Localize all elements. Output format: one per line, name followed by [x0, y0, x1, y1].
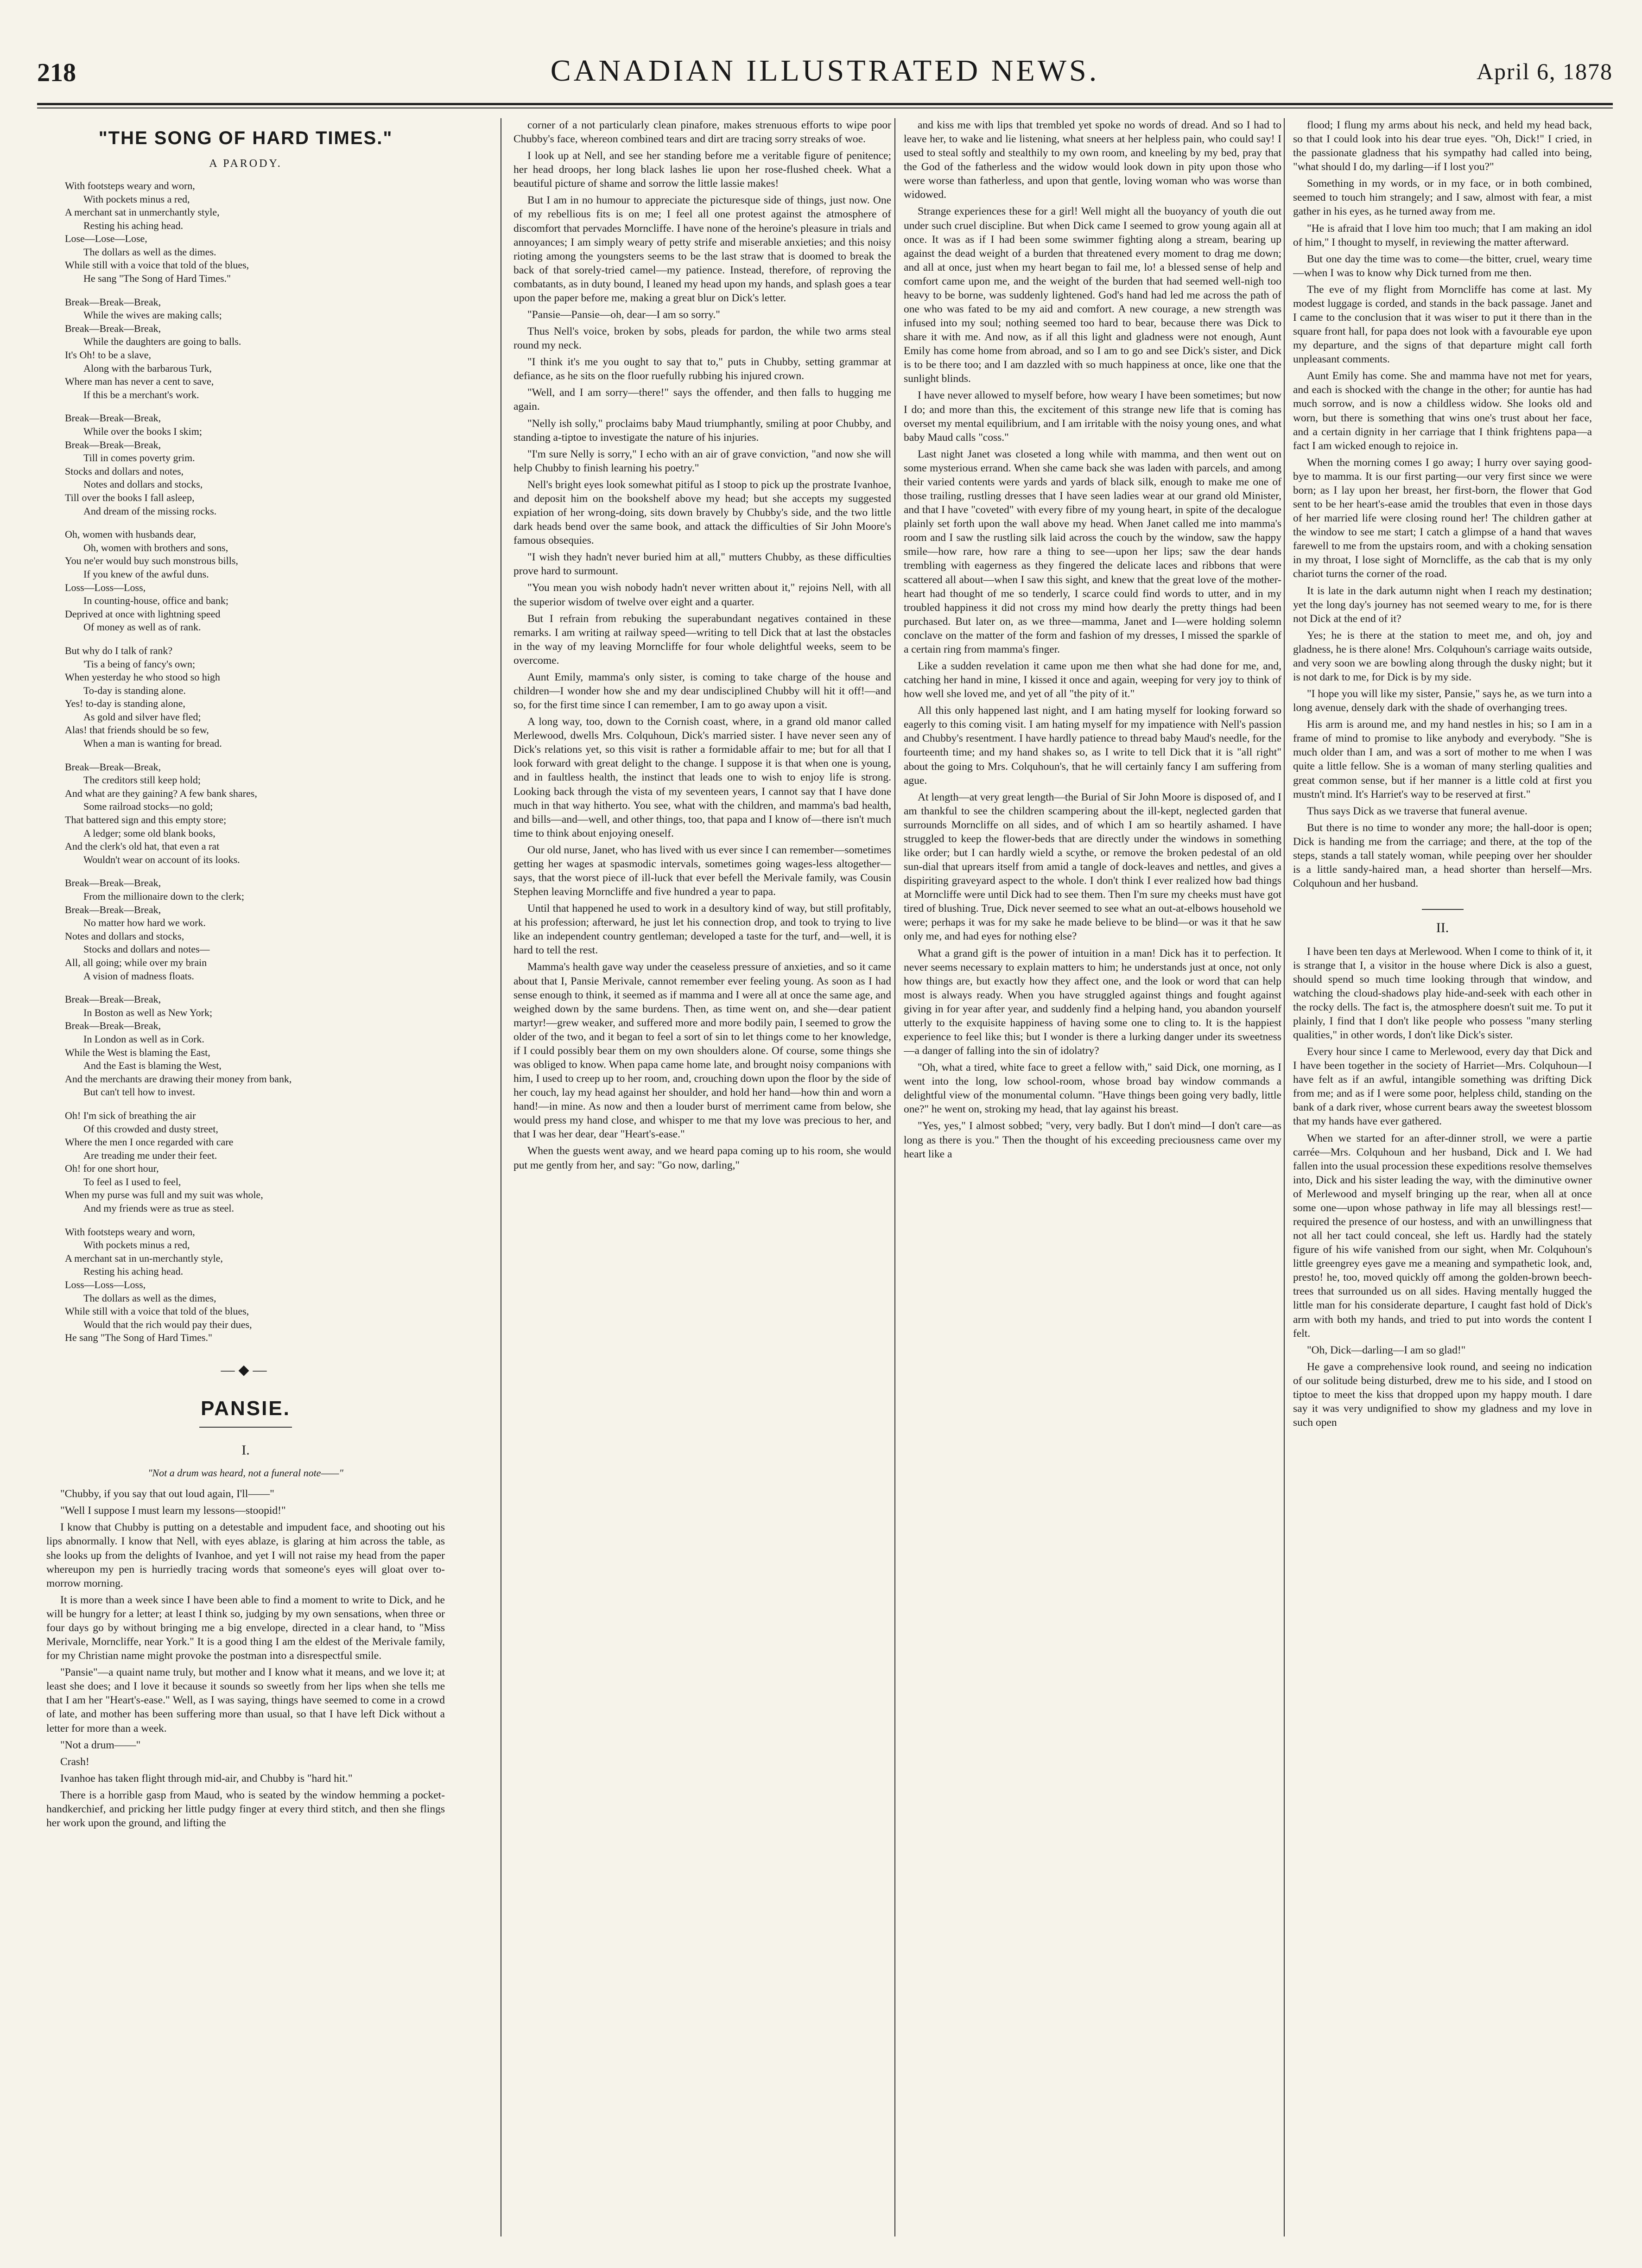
poem-stanza	[65, 296, 445, 402]
poem-line: In London as well as in Cork.	[83, 1033, 204, 1045]
paragraph: A long way, too, down to the Cornish coast, where, in a grand old manor called Merlewood, dwells Mrs. Colquhoun, Dick's married sister. I have never seen any of Dick's relations yet, so this visit is rather a formidable affair to me; but for all that I look forward with great delight to the change. I suppose it is that when one is young, and in faultless health, the instinct that leads one to wish to enjoy life is strong. Looking back through the vista of my seventeen years, I cannot say that I have done much in that way hitherto. You see, what with the children, and mamma's bad health, and bills—and—well, and other things, too, that papa and I know of—there isn't much time to think about enjoying oneself.	[514, 716, 891, 839]
paragraph: Nell's bright eyes look somewhat pitiful as I stoop to pick up the prostrate Ivanhoe, and deposit him on the bookshelf above my head; but she accepts my suggested expiation of her wrong-doing, sits down bravely by Chubby's side, and the two little dark heads bend over the same book, and attack the difficulties of Sir John Moore's famous obsequies.	[514, 478, 891, 547]
poem-line: Some railroad stocks—no gold;	[83, 800, 213, 813]
poem-line: In counting-house, office and bank;	[83, 595, 229, 607]
poem-line: Break—Break—Break,	[65, 438, 161, 451]
poem-line: With pockets minus a red,	[83, 193, 190, 205]
story-text	[904, 118, 1281, 1161]
column-2	[514, 118, 891, 2232]
paragraph: Thus Nell's voice, broken by sobs, pleads for pardon, the while two arms steal round my neck.	[514, 325, 891, 352]
poem-line: Break—Break—Break,	[65, 993, 161, 1005]
poem-line: Resting his aching head.	[83, 1265, 184, 1277]
poem-line: With footsteps weary and worn,	[65, 1226, 195, 1238]
section-rule	[1422, 909, 1464, 910]
poem-line: The dollars as well as the dimes.	[83, 246, 216, 258]
paragraph: "Well I suppose I must learn my lessons—stoopid!"	[60, 1505, 286, 1517]
poem-line: In Boston as well as New York;	[83, 1006, 213, 1018]
paragraph: But I am in no humour to appreciate the picturesque side of things, just now. One of my rebellious fits is on me; I feel all one protest against the atmosphere of discomfort that pervades Morncliffe. I have none of the heroine's pleasure in trials and annoyances; I am simply weary of petty strife and miserable anxieties; and this noisy rioting among the youngsters seems to be the last straw that is doomed to break the back of that sorely-tried camel—my patience. Instead, therefore, of reproving the combatants, as in duty bound, I leaned my head upon my hands, and splash goes a tear upon the paper before me, making a great blur on Dick's letter.	[514, 194, 891, 304]
poem-line: Notes and dollars and stocks,	[83, 478, 203, 490]
poem-line: Break—Break—Break,	[65, 761, 161, 773]
paragraph: Something in my words, or in my face, or in both combined, seemed to touch him strangely; and I saw, almost with fear, a mist gather in his eyes, as he turned away from me.	[1293, 178, 1592, 218]
paragraph: It is late in the dark autumn night when I reach my destination; yet the long day's journey has not seemed weary to me, for is there not Dick at the end of it?	[1293, 584, 1592, 625]
poem-line: As gold and silver have fled;	[83, 711, 201, 723]
paragraph: "Pansie—Pansie—oh, dear—I am so sorry."	[527, 309, 720, 321]
poem-body	[46, 179, 445, 1345]
poem-line: Notes and dollars and stocks,	[65, 930, 184, 942]
poem-line: A vision of madness floats.	[83, 970, 194, 982]
poem-line: Break—Break—Break,	[65, 903, 161, 915]
poem-line: And the clerk's old hat, that even a rat	[65, 840, 220, 852]
column-3	[904, 118, 1281, 2232]
poem-line: You ne'er would buy such monstrous bills,	[65, 555, 238, 567]
poem-line: If you knew of the awful duns.	[83, 568, 209, 580]
column-4	[1293, 118, 1592, 2232]
paragraph: "I'm sure Nelly is sorry," I echo with an air of grave conviction, "and now she will help Chubby to finish learning his poetry."	[514, 448, 891, 474]
poem-line: Break—Break—Break,	[65, 322, 161, 334]
poem-stanza	[65, 179, 445, 286]
issue-date: April 6, 1878	[1476, 58, 1613, 84]
column-1	[46, 118, 445, 2232]
poem-stanza	[65, 528, 445, 634]
poem-line: Are treading me under their feet.	[83, 1149, 217, 1161]
poem-line: Till over the books I fall asleep,	[65, 491, 195, 503]
paragraph: But one day the time was to come—the bitter, cruel, weary time—when I was to know why Dick turned from me then.	[1293, 253, 1592, 279]
poem-line: When my purse was full and my suit was whole,	[65, 1189, 263, 1201]
poem-line: Along with the barbarous Turk,	[83, 362, 212, 374]
poem-line: Yes! to-day is standing alone,	[65, 698, 185, 710]
paragraph: Until that happened he used to work in a desultory kind of way, but still profitably, at his profession; afterward, he just let his connection drop, and took to trying to live like an independent country gentleman; developed a taste for the turf, and—well, it is hard to tell the rest.	[514, 902, 891, 957]
poem-line: Break—Break—Break,	[65, 296, 161, 308]
paragraph: "Chubby, if you say that out loud again, I'll——"	[60, 1488, 274, 1500]
poem-line: Of this crowded and dusty street,	[83, 1123, 218, 1135]
page-number: 218	[37, 58, 76, 87]
masthead-rule-thick	[37, 103, 1613, 105]
poem-stanza	[65, 877, 445, 983]
paragraph: The eve of my flight from Morncliffe has come at last. My modest luggage is corded, and stands in the back passage. Janet and I came to the conclusion that it was wiser to put it there than in the square front hall, for papa does not look with a favourable eye upon my departure, and the signs of that departure might call forth unpleasant comments.	[1293, 283, 1592, 366]
story-text	[1293, 945, 1592, 1430]
poem-line: No matter how hard we work.	[83, 917, 206, 929]
poem-line: Stocks and dollars and notes,	[65, 465, 184, 477]
poem-line: Lose—Lose—Lose,	[65, 233, 147, 245]
poem-line: When yesterday he who stood so high	[65, 671, 220, 683]
poem-line: Break—Break—Break,	[65, 412, 161, 424]
poem-line: Where man has never a cent to save,	[65, 375, 214, 388]
poem-stanza	[65, 761, 445, 867]
paragraph: "Oh, Dick—darling—I am so glad!"	[1307, 1344, 1466, 1356]
poem-line: Would that the rich would pay their dues,	[83, 1318, 252, 1330]
poem-line: He sang "The Song of Hard Times."	[65, 1332, 213, 1344]
poem-line: From the millionaire down to the clerk;	[83, 890, 245, 902]
chapter-heading: II.	[1436, 920, 1449, 936]
poem-line: A merchant sat in un-merchantly style,	[65, 1252, 223, 1264]
column-divider	[894, 118, 895, 2236]
poem-line: Till in comes poverty grim.	[83, 452, 195, 464]
paragraph: "Pansie"—a quaint name truly, but mother and I know what it means, and we love it; at least she does; and I love it because it sounds so sweetly from her lips when she tells me that I am her "Heart's-ease." Well, as I was saying, things have seemed to come in a crowd of late, and mother has been suffering more than usual, so that I have left Dick without a letter for more than a week.	[46, 1666, 445, 1734]
poem-line: Loss—Loss—Loss,	[65, 1279, 146, 1291]
poem-line: A ledger; some old blank books,	[83, 827, 216, 839]
poem-line: Oh! I'm sick of breathing the air	[65, 1109, 196, 1121]
poem-line: And the East is blaming the West,	[83, 1060, 222, 1072]
paragraph: and kiss me with lips that trembled yet spoke no words of dread. And so I had to leave her, to wake and lie listening, what sneers at her helpless pain, who could say! I used to steal softly and stealthily to my own room, and kneeling by my bed, pray that the God of the fatherless and the widow would look down in pity upon those who were worse than fatherless, and upon that gentle, loving woman who was worse than widowed.	[904, 119, 1281, 201]
poem-line: Break—Break—Break,	[65, 1020, 161, 1032]
poem-line: While over the books I skim;	[83, 426, 203, 437]
poem-line: But can't tell how to invest.	[83, 1086, 196, 1098]
poem-subtitle: A PARODY.	[209, 158, 282, 170]
paragraph: Like a sudden revelation it came upon me then what she had done for me, and, catching her hand in mine, I kissed it once and again, weeping for very joy to think of how well she loved me, and yet of all "the pity of it."	[904, 660, 1281, 700]
paragraph: "He is afraid that I love him too much; that I am making an idol of him," I thought to myself, in reviewing the matter afterward.	[1293, 222, 1592, 248]
paragraph: "You mean you wish nobody hadn't never written about it," rejoins Nell, with all the superior wisdom of twelve over eight and a quarter.	[514, 582, 891, 608]
poem-line: When a man is wanting for bread.	[83, 737, 222, 750]
poem-line: With pockets minus a red,	[83, 1239, 190, 1251]
paragraph: When we started for an after-dinner stroll, we were a partie carrée—Mrs. Colquhoun and her husband, Dick and I. We had fallen into the usual procession these expeditions resolve themselves into, Dick and his sister leading the way, with the diminutive owner of Merlewood and myself bringing up the rear, when all at once some one—upon whose pathway in life may all blessings rest!—required the presence of our hostess, and with an unwillingness that not all her tact could conceal, she left us. Hardly had the stately figure of his wife vanished from our sight, when Mr. Colquhoun's little greengrey eyes gave me a meaning and sympathetic look, and, presto! he, too, moved quickly off among the golden-brown beech-trees that surrounded us on all sides. Having mentally hugged the little man for his considerate departure, I caught fast hold of Dick's arm with both my hands, and tried to put into words the content I felt.	[1293, 1132, 1592, 1340]
paragraph: "Not a drum——"	[60, 1739, 141, 1751]
paragraph: Aunt Emily, mamma's only sister, is coming to take charge of the house and children—I wonder how she and my dear undisciplined Chubby will hit it off!—and so, for the first time since I can remember, I am to go away upon a visit.	[514, 671, 891, 712]
paragraph: It is more than a week since I have been able to find a moment to write to Dick, and he will be hungry for a letter; at least I think so, judging by my own sensations, when three or four days go by without bringing me a big envelope, directed in a clear hand, to "Miss Merivale, Morncliffe, near York." It is a good thing I am the eldest of the Merivale family, for my Christian name might provoke the postman into a disrespectful smile.	[46, 1594, 445, 1662]
poem-line: Of money as well as of rank.	[83, 621, 201, 633]
poem-line: Loss—Loss—Loss,	[65, 581, 146, 593]
poem-line: While still with a voice that told of the blues,	[65, 259, 249, 271]
poem-stanza	[65, 993, 445, 1099]
paragraph: I know that Chubby is putting on a detestable and impudent face, and shooting out his lips abnormally. I know that Nell, with eyes ablaze, is glaring at him across the table, as she looks up from the delights of Ivanhoe, and yet I will not raise my head from the paper whereupon my pen is hurriedly tracing words that someone's eyes will gloat over to-morrow morning.	[46, 1521, 445, 1589]
paragraph: What a grand gift is the power of intuition in a man! Dick has it to perfection. It never seems necessary to explain matters to him; he understands just at once, not only how things are, but exactly how they affect one, and the look or word that can help most is always ready. When you have struggled against things and fought against giving in for year after year, and suddenly find a helping hand, you abandon yourself utterly to the exquisite happiness of having some one to cling to. It is the happiest experience to feel like this; but I wonder is there a lurking danger under its sweetness—a danger of falling into the sin of idolatry?	[904, 947, 1281, 1057]
poem-line: A merchant sat in unmerchantly style,	[65, 206, 220, 218]
poem-line: If this be a merchant's work.	[83, 388, 199, 400]
paragraph: Ivanhoe has taken flight through mid-air, and Chubby is "hard hit."	[60, 1772, 353, 1785]
paragraph: Last night Janet was closeted a long while with mamma, and then went out on some mysterious errand. When she came back she was laden with parcels, and among their varied contents were yards and yards of black silk, enough to make me one of those trailing, rustling dresses that I have seen ladies wear at our grand old Minister, and that I have "coveted" with every fibre of my young heart, in spite of the decalogue plainly set forth upon the wall above my head. When Janet called me into mamma's room and I saw the rustling silk laid across the couch by the window, saw the happy smile—how rare, how rare a thing to see—upon her lips; saw the dear hands trembling with eagerness as they fingered the delicate laces and ribbons that were scattered all about—when I saw this sight, and knew that the great love of the mother-heart had thought of me so tenderly, I scarce could find words to utter, and in my troubled happiness it did not cross my mind how dearly the pretty things had been purchased. But later on, as we three—mamma, Janet and I—were holding solemn conclave on the matter of the form and fashion of my dresses, I missed the sparkle of a certain ring from mamma's finger.	[904, 448, 1281, 655]
paragraph: But I refrain from rebuking the superabundant negatives contained in these remarks. I am writing at railway speed—writing to tell Dick that at last the obstacles in the way of my leaving Morncliffe for four whole delightful weeks, seem to be overcome.	[514, 612, 891, 667]
paragraph: Crash!	[60, 1755, 89, 1768]
paragraph: He gave a comprehensive look round, and seeing no indication of our solitude being disturbed, drew me to his side, and I stood on tiptoe to meet the kiss that dropped upon my happy mouth. I dare say it was very undignified to show my gladness and my love in such open	[1293, 1360, 1592, 1429]
poem-line: Oh, women with brothers and sons,	[83, 541, 228, 553]
paragraph: "Oh, what a tired, white face to greet a fellow with," said Dick, one morning, as I went into the long, low school-room, whose broad bay window commands a delightful view of the monumental column. "Have things been going very badly, little one?" he went on, stroking my head, that lay against his breast.	[904, 1061, 1281, 1116]
paragraph: Our old nurse, Janet, who has lived with us ever since I can remember—sometimes getting her wages at spasmodic intervals, sometimes going wages-less altogether—says, that the worst piece of ill-luck that ever befell the Merivale family, was Cousin Stephen leaving Morncliffe and five hundred a year to papa.	[514, 844, 891, 898]
poem-stanza	[65, 644, 445, 750]
column-divider	[1284, 118, 1285, 2236]
paragraph: "I wish they hadn't never buried him at all," mutters Chubby, as these difficulties prove hard to surmount.	[514, 551, 891, 578]
paragraph: When the guests went away, and we heard papa coming up to his room, she would put me gently from her, and say: "Go now, darling,"	[514, 1145, 891, 1171]
poem-line: While the West is blaming the East,	[65, 1046, 210, 1058]
poem-stanza	[65, 1109, 445, 1215]
poem-line: Oh, women with husbands dear,	[65, 528, 196, 540]
story-text	[1293, 118, 1592, 890]
paragraph: "Yes, yes," I almost sobbed; "very, very badly. But I don't mind—I don't care—as long as there is you." Then the thought of his exceeding preciousness came over my heart like a	[904, 1120, 1281, 1160]
poem-line: And my friends were as true as steel.	[83, 1202, 235, 1214]
masthead	[37, 49, 1613, 100]
poem-line: Where the men I once regarded with care	[65, 1136, 234, 1148]
paragraph: Mamma's health gave way under the ceaseless pressure of anxieties, and so it came about that I, Pansie Merivale, cannot remember ever feeling young. As soon as I had sense enough to think, it seemed as if mamma and I were all at once the same age, and weighed down by the same burdens. Then, as time went on, and she—dear patient martyr!—grew weaker, and suffered more and more bodily pain, I seemed to grow the older of the two, and it began to feel a sort of sin to let things come to her knowledge, if I could possibly bear them on my own shoulders alone. Of course, some things she was obliged to know. When papa came home late, and brought noisy companions with him, I used to creep up to her room, and, crouching down upon the floor by the side of her couch, lay my head against her shoulder, and hold her hand—how thin and worn a hand!—in mine. As now and then a louder burst of merriment came from below, she would press my hand close, and whisper to me that my love was precious to her, and that I was her dear, dear "Heart's-ease."	[514, 961, 891, 1141]
chapter-heading: I.	[241, 1442, 250, 1458]
poem-line: While still with a voice that told of the blues,	[65, 1305, 249, 1317]
paragraph: Strange experiences these for a girl! Well might all the buoyancy of youth die out under such cruel discipline. But when Dick came I seemed to grow young again all at once. It was as if I had been some swimmer fighting along a stream, bearing up against the dead weight of a burden that threatened every moment to drag me down; and all at once, just when my heart began to fail me, lo! a blessed sense of help and comfort came upon me, and the weight of the burden that had seemed well-nigh too heavy to be borne, was suddenly lightened. God's hand had led me across the path of one who was fated to be my aid and comfort. A new courage, a new strength was infused into my soul; nothing seemed too hard to bear, because there was Dick to share it with me. And now, as if all this light and gladness were not enough, Aunt Emily has come home from abroad, and so I am to go and see Dick's sister, and Dick is to be there too; and I am dazzled with so much happiness at once, like one that the sunlight blinds.	[904, 205, 1281, 385]
newspaper-title: CANADIAN ILLUSTRATED NEWS.	[550, 54, 1100, 88]
paragraph: Aunt Emily has come. She and mamma have not met for years, and each is shocked with the change in the other; for auntie has had much sorrow, and is now a childless widow. She looks old and worn, but there is something that wins one's trust about her face, and a certain dignity in her carriage that I think frightens papa—a fact I am wicked enough to rejoice in.	[1293, 370, 1592, 452]
paragraph: His arm is around me, and my hand nestles in his; so I am in a frame of mind to promise to like anybody and everybody. "She is much older than I am, and was a sort of mother to me when I was quite a little fellow. She is a woman of many sterling qualities and great common sense, but if her manner is a little cold at first you mustn't mind. It's Harriet's way to be reserved at first."	[1293, 718, 1592, 800]
poem-line: 'Tis a being of fancy's own;	[83, 658, 196, 670]
poem-line: And dream of the missing rocks.	[83, 505, 217, 517]
poem-line: Deprived at once with lightning speed	[65, 608, 221, 620]
poem-line: Wouldn't wear on account of its looks.	[83, 853, 240, 865]
paragraph: "Well, and I am sorry—there!" says the offender, and then falls to hugging me again.	[514, 387, 891, 413]
section-ornament: —◆—	[221, 1362, 271, 1378]
poem-line: That battered sign and this empty store;	[65, 814, 227, 826]
poem-line: The dollars as well as the dimes,	[83, 1292, 216, 1304]
paragraph: At length—at very great length—the Burial of Sir John Moore is disposed of, and I am thankful to see the children scampering about the ill-kept, neglected garden that surrounds Morncliffe on all sides, and of which I am so heartily ashamed. I have struggled to keep the flower-beds that are directly under the windows in something like order; but I can hardly wield a scythe, or remove the broken pedestal of an old sun-dial that uprears itself from amid a tangle of dock-leaves and nettles, and gives a dispiriting graveyard aspect to the whole. I don't think I ever realized how bad things at Morncliffe were until Dick had to see them. Then I'm sure my cheeks must have got tired of blushing. True, Dick never seemed to see what an out-at-elbows household we were; perhaps it was for my sake he made believe to be blind—or was it that he saw only me, and had eyes for nothing else?	[904, 791, 1281, 943]
paragraph: "I think it's me you ought to say that to," puts in Chubby, setting grammar at defiance, as he sits on the floor ruefully rubbing his injured crown.	[514, 356, 891, 382]
story-text	[46, 1487, 445, 1830]
poem-line: To-day is standing alone.	[83, 684, 186, 696]
paragraph: "I hope you will like my sister, Pansie," says he, as we turn into a long avenue, densely dark with the shade of overhanging trees.	[1293, 688, 1592, 714]
paragraph: Yes; he is there at the station to meet me, and oh, joy and gladness, he is there alone! Mrs. Colquhoun's carriage waits outside, and very soon we are bowling along through the dusky night; but it is not dark to me, for Dick is by my side.	[1293, 629, 1592, 683]
poem-line: And what are they gaining? A few bank shares,	[65, 787, 257, 799]
story-title: PANSIE.	[201, 1397, 291, 1420]
paragraph: I look up at Nell, and see her standing before me a veritable figure of penitence; her head droops, her long black lashes lie upon her rose-flushed cheek. What a beautiful picture of shame and sorrow the little lassie makes!	[514, 150, 891, 190]
paragraph: When the morning comes I go away; I hurry over saying good-bye to mamma. It is our first parting—our very first since we were born; as I lay upon her breast, her first-born, the flower that God sent to be her heart's-ease amid the troubles that even in those days of her married life were closing round her! The children gather at the window to see me start; I catch a glimpse of a hand that waves farewell to me from the upstairs room, and with a choking sensation in my throat, I lose sight of Morncliffe, as the cab that is my only chariot turns the corner of the road.	[1293, 456, 1592, 580]
poem-line: And the merchants are drawing their money from bank,	[65, 1073, 292, 1085]
poem-line: While the wives are making calls;	[83, 309, 222, 321]
paragraph: flood; I flung my arms about his neck, and held my head back, so that I could look into his dear true eyes. "Oh, Dick!" I cried, in the passionate gladness that his sympathy had called into being, "what should I do, my darling—if I lost you?"	[1293, 119, 1592, 173]
poem-stanza	[65, 412, 445, 518]
paragraph: There is a horrible gasp from Maud, who is seated by the window hemming a pocket-handkerchief, and pricking her little pudgy finger at every third stitch, and then she flings her work upon the ground, and lifting the	[46, 1789, 445, 1829]
paragraph: Thus says Dick as we traverse that funeral avenue.	[1307, 805, 1528, 817]
paragraph: "Nelly ish solly," proclaims baby Maud triumphantly, smiling at poor Chubby, and standing a-tiptoe to investigate the nature of his injuries.	[514, 417, 891, 444]
paragraph: Every hour since I came to Merlewood, every day that Dick and I have been together in the society of Harriet—Mrs. Colquhoun—I have felt as if an awful, intangible something was drifting Dick from me; and as if I were some poor, helpless child, standing on the bank of a dark river, whose current bears away the sweetest blossom that my hands have ever gathered.	[1293, 1046, 1592, 1128]
poem-line: He sang "The Song of Hard Times."	[83, 273, 231, 285]
poem-line: All, all going; while over my brain	[65, 956, 207, 968]
poem-line: Alas! that friends should be so few,	[65, 724, 209, 736]
paragraph: All this only happened last night, and I am hating myself for looking forward so eagerly to this coming visit. I am hating myself for my impatience with Nell's passion and Chubby's resentment. I have hardly patience to thread baby Maud's needle, for the fourteenth time; and my hand shakes so, as I write to tell Dick that it is "all right" about the going to Mrs. Colquhoun's, that he will certainly fancy I am suffering from ague.	[904, 705, 1281, 787]
poem-line: Stocks and dollars and notes—	[83, 943, 210, 955]
poem-line: It's Oh! to be a slave,	[65, 349, 152, 361]
poem-title: "THE SONG OF HARD TIMES."	[98, 128, 393, 148]
paragraph: corner of a not particularly clean pinafore, makes strenuous efforts to wipe poor Chubby's face, whereon combined tears and dirt are tracing sorry streaks of woe.	[514, 119, 891, 146]
poem-line: To feel as I used to feel,	[83, 1175, 181, 1188]
poem-line: Resting his aching head.	[83, 219, 184, 231]
poem-line: Break—Break—Break,	[65, 877, 161, 889]
poem-line: With footsteps weary and worn,	[65, 179, 195, 191]
paragraph: I have never allowed to myself before, how weary I have been sometimes; but now I do; and more than this, the excitement of this strange new life that is coming has overset my mental equilibrium, and I am irritable with the noisy young ones, and what baby Maud calls "coss."	[904, 389, 1281, 444]
title-rule	[199, 1427, 292, 1428]
poem-line: While the daughters are going to balls.	[83, 336, 241, 348]
poem-line: Oh! for one short hour,	[65, 1163, 159, 1175]
poem-stanza	[65, 1226, 445, 1345]
poem-line: But why do I talk of rank?	[65, 644, 173, 656]
paragraph: But there is no time to wonder any more; the hall-door is open; Dick is handing me from the carriage; and there, at the top of the steps, stands a tall stately woman, while peeping over her shoulder is a little sandy-haired man, a head shorter than herself—Mrs. Colquhoun and her husband.	[1293, 821, 1592, 890]
epigraph: "Not a drum was heard, not a funeral note——"	[148, 1467, 343, 1479]
paragraph: I have been ten days at Merlewood. When I come to think of it, it is strange that I, a visitor in the house where Dick is also a guest, should spend so much time looking through that window, and watching the cloud-shadows play hide-and-seek with each other in the rocky dells. The fact is, the atmosphere doesn't suit me. To put it plainly, I find that I don't like people who possess "many sterling qualities," in other words, I don't like Dick's sister.	[1293, 945, 1592, 1041]
poem-line: The creditors still keep hold;	[83, 774, 201, 786]
story-text	[514, 118, 891, 1172]
